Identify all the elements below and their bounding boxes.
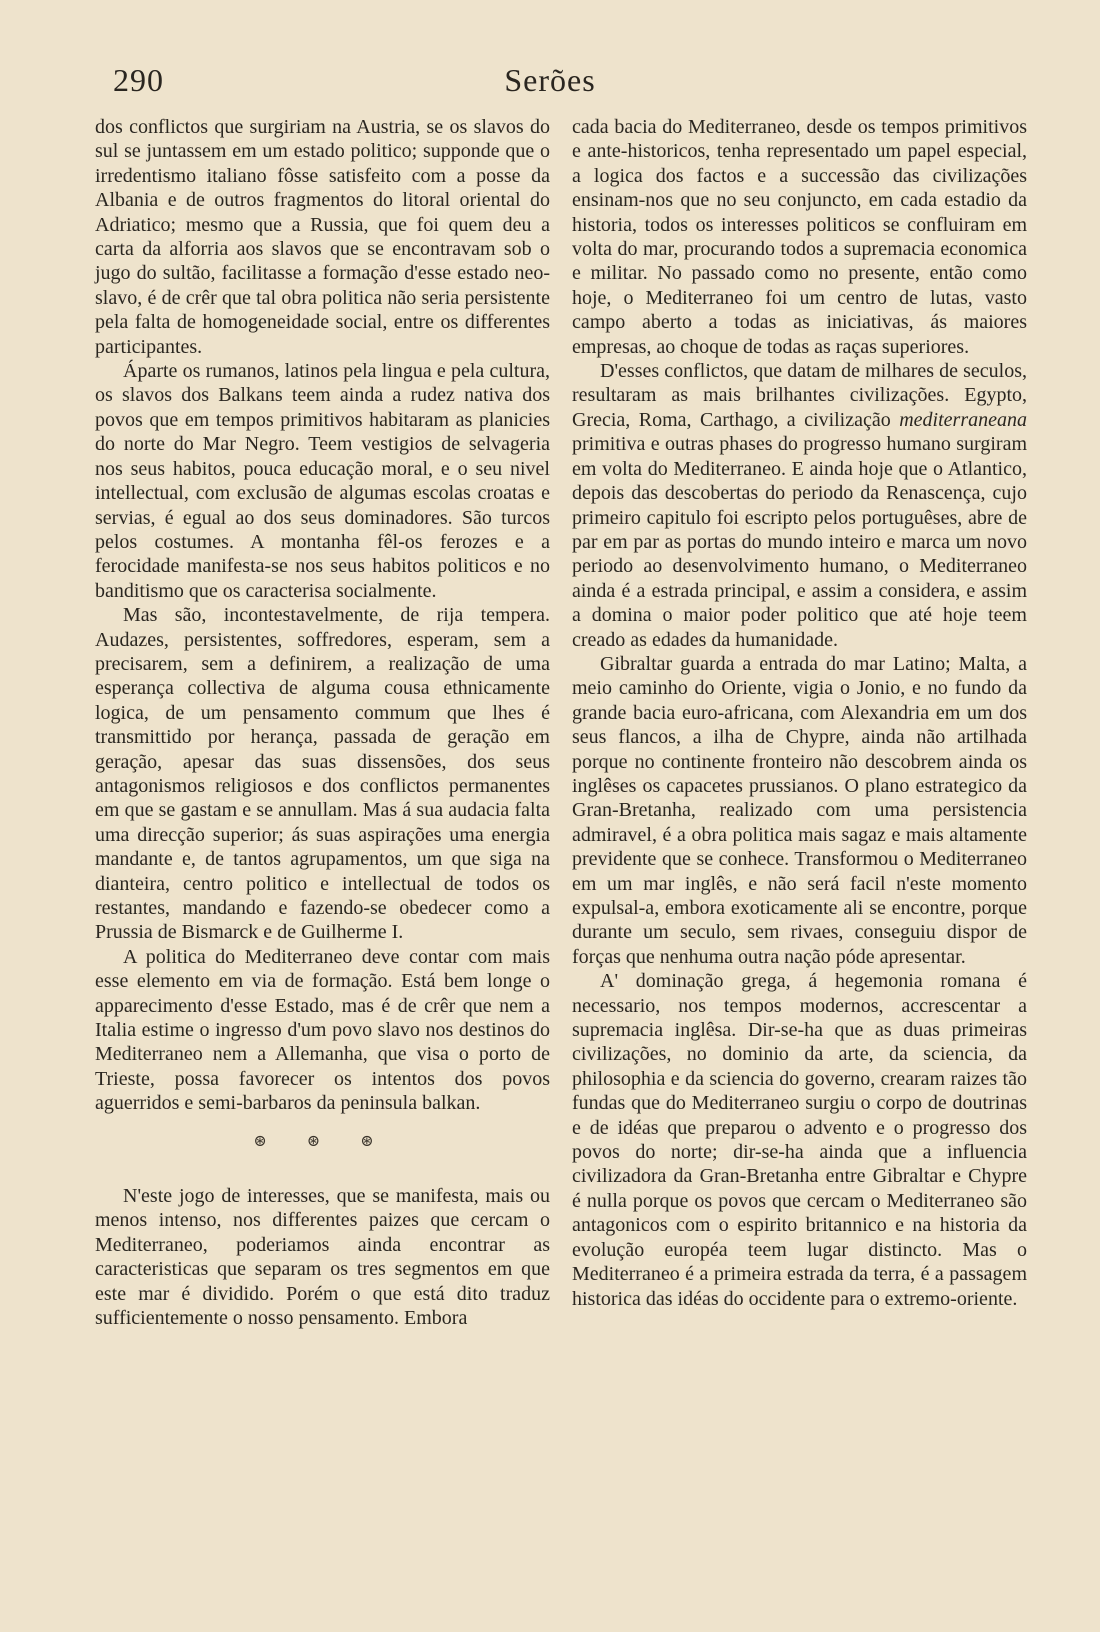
- page-header: [0, 62, 1100, 108]
- paragraph: A politica do Mediterraneo deve contar com mais esse elemento em via de formação. Está bem longe o apparecimento d'esse Estado, mas é de crêr que nem a Italia estime o ingresso d'um povo slavo nos destinos do Mediterraneo nem a Allemanha, que visa o porto de Trieste, possa favorecer os intentos dos povos aguerridos e semi-barbaros da peninsula balkan.: [95, 945, 550, 1115]
- paragraph-text: D'esses conflictos, que datam de milhares de seculos, resultaram as mais brilhantes civilizações. Egypto, Grecia, Roma, Carthago, a civilização: [572, 360, 1027, 431]
- paragraph: Áparte os rumanos, latinos pela lingua e pela cultura, os slavos dos Balkans teem ainda a rudez nativa dos povos que em tempos primitivos habitaram as planicies do norte do Mar Negro. Teem vestigios de selvageria nos seus habitos, pouca educação moral, e o seu nivel intellectual, com exclusão de algumas escolas croatas e servias, é egual ao dos seus dominadores. São turcos pelos costumes. A montanha fêl-os ferozes e a ferocidade manifesta-se nos seus habitos politicos e no banditismo que os caracterisa socialmente.: [95, 360, 550, 602]
- page-number: 290: [113, 62, 164, 98]
- paragraph: Gibraltar guarda a entrada do mar Latino; Malta, a meio caminho do Oriente, vigia o Jonio, e no fundo da grande bacia euro-africana, com Alexandria em um dos seus flancos, a ilha de Chypre, ainda não artilhada porque no continente fronteiro não descobrem ainda os inglêses os capacetes prussianos. O plano estrategico da Gran-Bretanha, realizado com uma persistencia admiravel, é a obra politica mais sagaz e mais altamente previdente que se conhece. Transformou o Mediterraneo em um mar inglês, e não será facil n'este momento expulsal-a, embora exoticamente ali se encontre, porque durante um seculo, sem rivaes, conseguiu dispor de forças que nenhuma outra nação póde apresentar.: [572, 652, 1027, 968]
- italic-term: mediterraneana: [899, 408, 1027, 431]
- paragraph: dos conflictos que surgiriam na Austria, se os slavos do sul se juntassem em um estado politico; supponde que o irredentismo italiano fôsse satisfeito com a posse da Albania e de outros fragmentos do litoral oriental do Adriatico; mesmo que a Russia, que foi quem deu a carta da alforria aos slavos que se encontravam sob o jugo do sultão, facilitasse a formação d'esse estado neo-slavo, é de crêr que tal obra politica não seria persistente pela falta de homogeneidade social, entre os differentes participantes.: [95, 116, 550, 358]
- paragraph: Mas são, incontestavelmente, de rija tempera. Audazes, persistentes, soffredores, esperam, sem a precisarem, sem a definirem, a realização de uma esperança collectiva de alguma cousa ethnicamente logica, de um pensamento commum que lhes é transmittido por herança, passada de geração em geração, apesar das suas dissensões, dos seus antagonismos religiosos e dos conflictos permanentes em que se gastam e se annullam. Mas á sua audacia falta uma direcção superior; ás suas aspirações uma energia mandante e, de tantos agrupamentos, um que siga na dianteira, centro politico e intellectual de todos os restantes, mandando e fazendo-se obedecer como a Prussia de Bismarck e de Guilherme I.: [95, 604, 550, 944]
- paragraph: N'este jogo de interesses, que se manifesta, mais ou menos intenso, nos differentes paizes que cercam o Mediterraneo, poderiamos ainda encontrar as caracteristicas que separam os tres segmentos em que este mar é dividido. Porém o que está dito traduz sufficientemente o nosso pensamento. Embora: [95, 1185, 550, 1330]
- left-column: [95, 115, 550, 1331]
- running-title: Serões: [504, 62, 596, 98]
- paragraph: [572, 359, 1027, 652]
- paragraph-text: primitiva e outras phases do progresso humano surgiram em volta do Mediterraneo. E ainda hoje que o Atlantico, depois das descobertas do periodo da Renascença, cujo primeiro capitulo foi escripto pelos portuguêses, abre de par em par as portas do mundo inteiro e marca um novo periodo ao desenvolvimento humano, o Mediterraneo ainda é a estrada principal, e assim a considera, e assim a domina o maior poder politico que até hoje teem creado as edades da humanidade.: [572, 433, 1027, 651]
- paragraph: A' dominação grega, á hegemonia romana é necessario, nos tempos modernos, accrescentar a supremacia inglêsa. Dir-se-ha que as duas primeiras civilizações, no dominio da arte, da sciencia, da philosophia e da sciencia do governo, crearam raizes tão fundas que do Mediterraneo surgiu o corpo de doutrinas e de idéas que preparou o advento e o progresso dos povos do norte; dir-se-ha ainda que a influencia civilizadora da Gran-Bretanha entre Gibraltar e Chypre é nulla porque os povos que cercam o Mediterraneo são antagonicos com o espirito britannico e na historia da evolução européa teem lugar distincto. Mas o Mediterraneo é a primeira estrada da terra, é a passagem historica das idéas do occidente para o extremo-oriente.: [572, 970, 1027, 1310]
- right-column: [572, 115, 1027, 1311]
- section-ornament: ⊛ ⊛ ⊛: [253, 1132, 392, 1150]
- paragraph: cada bacia do Mediterraneo, desde os tempos primitivos e ante-historicos, tenha representado um papel especial, a logica dos factos e a successão das civilizações ensinam-nos que no seu conjuncto, em cada estadio da historia, todos os interesses politicos se confluiram em volta do mar, procurando todos a supremacia economica e militar. No passado como no presente, então como hoje, o Mediterraneo foi um centro de lutas, vasto campo aberto a todas as iniciativas, ás maiores empresas, ao choque de todas as raças superiores.: [572, 116, 1027, 358]
